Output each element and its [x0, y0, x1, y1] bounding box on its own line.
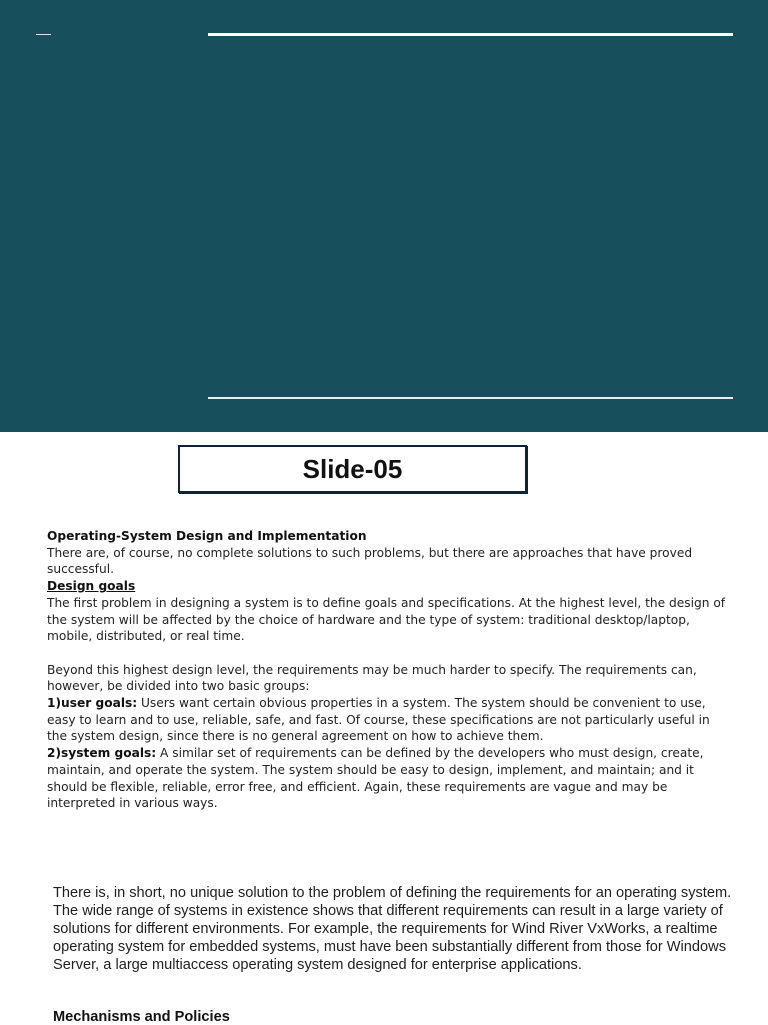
- system-goals-text: A similar set of requirements can be defined by the developers who must design, create, maintain, and operate the system. The system should be easy to design, implement, and maintain; and it should be flexible, reliable, error free, and efficient. Again, these requirements are vague and may be interpreted in various ways.: [47, 746, 704, 811]
- design-goals-text: The first problem in designing a system is to define goals and specifications. At the highest level, the design of the system will be affected by the choice of hardware and the type of system: traditional desktop/laptop, mobile, distributed, or real time.: [47, 595, 726, 644]
- mechanisms-heading: Mechanisms and Policies: [53, 1009, 230, 1025]
- slide-label: Slide-05: [178, 445, 527, 493]
- banner-bottom-rule: [208, 397, 733, 399]
- design-goals-heading: Design goals: [47, 579, 136, 594]
- section-body: [47, 528, 727, 812]
- system-goals-item: [47, 745, 727, 812]
- user-goals-item: [47, 695, 727, 745]
- user-goals-label: 1)user goals:: [47, 696, 138, 711]
- lower-paragraph: There is, in short, no unique solution to the problem of defining the requirements for an operating system. The wide range of systems in existence shows that different requirements can result in a large variety of solutions for different environments. For example, the requirements for Wind River VxWorks, a realtime operating system for embedded systems, must have been substantially different from those for Windows Server, a large multiaccess operating system designed for enterprise applications.: [53, 885, 732, 974]
- user-goals-text: Users want certain obvious properties in a system. The system should be convenient to use, easy to learn and to use, reliable, safe, and fast. Of course, these specifications are not particularly useful in the system design, since there is no general agreement on how to achieve them.: [47, 696, 710, 744]
- banner-dash: [36, 34, 51, 35]
- paragraph-gap: [47, 645, 727, 662]
- lower-section: [53, 884, 733, 974]
- requirements-text: Beyond this highest design level, the requirements may be much harder to specify. The requirements can, however, be divided into two basic groups:: [47, 662, 697, 694]
- banner-top-rule: [208, 33, 733, 36]
- system-goals-label: 2)system goals:: [47, 746, 157, 761]
- section-intro: There are, of course, no complete solutions to such problems, but there are approaches that have proved successful.: [47, 545, 693, 577]
- section-title: Operating-System Design and Implementation: [47, 529, 367, 543]
- header-banner: [0, 0, 768, 432]
